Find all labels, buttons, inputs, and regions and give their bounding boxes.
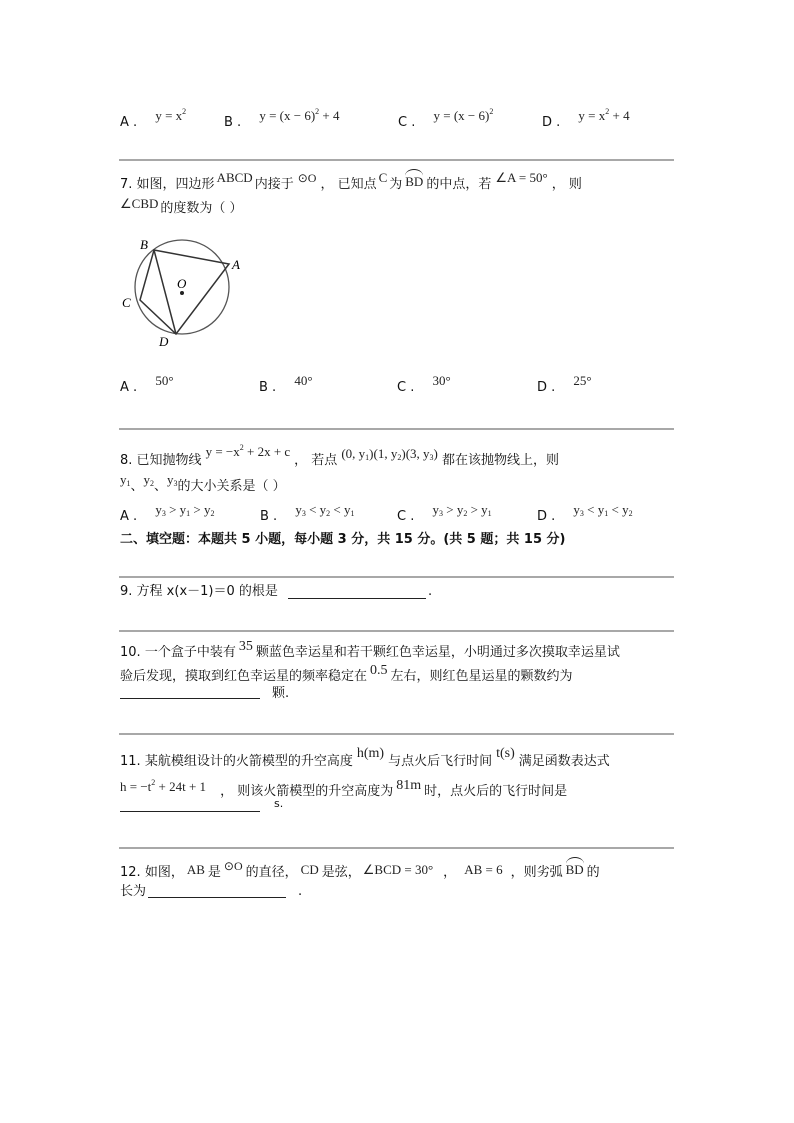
q8-option-b: B . $y_3 < y_2 < y_1$ <box>260 502 355 524</box>
q8-line1: 8. 已知抛物线$y = -x^2 + 2x + c$， 若点 (0, $y_1)(1$, $y_2)(3$, $y_3$) 都在该抛物线上，则 <box>120 443 560 468</box>
divider <box>119 159 674 161</box>
label-a: A <box>232 257 240 272</box>
q11-unit: s. <box>274 797 284 810</box>
q10-unit: 颗. <box>272 686 290 701</box>
q6-option-a: A . $y = x^2$ <box>120 107 187 130</box>
q12-line1: 12. 如图， AB 是 ⊙O 的直径， CD 是弦， ∠BCD = 30° ， AB = 6 ，则劣弧 BD 的 <box>120 859 600 880</box>
label-o: O <box>177 276 187 291</box>
divider <box>119 847 674 849</box>
q8-option-a: A . $y_3 > y_1 > y_2$ <box>120 502 215 524</box>
q7-option-d: D . 25° <box>537 373 592 395</box>
q9-end: . <box>428 584 433 599</box>
q11-line2: $h = -t^2 + 24t + 1$ ， 则该火箭模型的升空高度为 81m 时，点火后的飞行时间是 <box>120 778 568 799</box>
q8-option-d: D . $y_3 < y_1 < y_2$ <box>537 502 633 524</box>
label-b: B <box>140 237 148 252</box>
q6-option-b: B . $y = (x - 6)^2 + 4$ <box>224 107 340 130</box>
divider <box>119 630 674 632</box>
q8-option-c: C . $y_3 > y_2 > y_1$ <box>397 502 492 524</box>
q7-line2: ∠CBD 的度数为（ ） <box>120 196 243 216</box>
divider <box>119 576 674 578</box>
q6-option-c: C . $y = (x - 6)^2$ <box>398 107 494 130</box>
section-2-header: 二、填空题：本题共 5 小题，每小题 3 分，共 15 分。(共 5 题；共 15 分) <box>120 532 566 547</box>
answer-blank-11[interactable] <box>120 811 260 812</box>
quadrilateral-abcd <box>140 250 229 334</box>
divider <box>119 428 674 430</box>
diagonal-bd <box>154 250 176 334</box>
answer-blank-10[interactable] <box>120 698 260 699</box>
label-d: D <box>159 334 169 349</box>
q6-option-d: D . $y = x^2 + 4$ <box>542 107 630 130</box>
q7-option-b: B . 40° <box>259 373 313 395</box>
answer-blank-9[interactable] <box>288 598 426 599</box>
label-c: C <box>122 295 131 310</box>
divider <box>119 733 674 735</box>
q12-line2: 长为 <box>120 884 147 899</box>
q10-line1: 10. 一个盒子中装有 35 颗蓝色幸运星和若干颗红色幸运星，小明通过多次摸取幸运星试 <box>120 639 620 660</box>
q11-line1: 11. 某航模组设计的火箭模型的升空高度h(m)与点火后飞行时间t(s)满足函数表达式 <box>120 746 610 769</box>
q7-option-c: C . 30° <box>397 373 451 395</box>
q9-line: 9. 方程 x(x－1)＝0 的根是 <box>120 584 278 599</box>
q7-line1: 7. 如图，四边形 ABCD 内接于 ⊙O ， 已知点 C 为 BD 的中点，若 ∠A = 50° ， 则 <box>120 170 582 192</box>
q7-option-a: A . 50° <box>120 373 174 395</box>
q7-circle-figure <box>112 230 252 350</box>
answer-blank-12[interactable] <box>148 897 286 898</box>
q8-line2: $y_1$、$y_2$、$y_3$的大小关系是（ ） <box>120 472 286 494</box>
center-point <box>180 291 184 295</box>
q12-end: . <box>298 884 303 899</box>
q10-line2: 验后发现，摸取到红色幸运星的频率稳定在 0.5 左右，则红色星运星的颗数约为 <box>120 663 573 684</box>
